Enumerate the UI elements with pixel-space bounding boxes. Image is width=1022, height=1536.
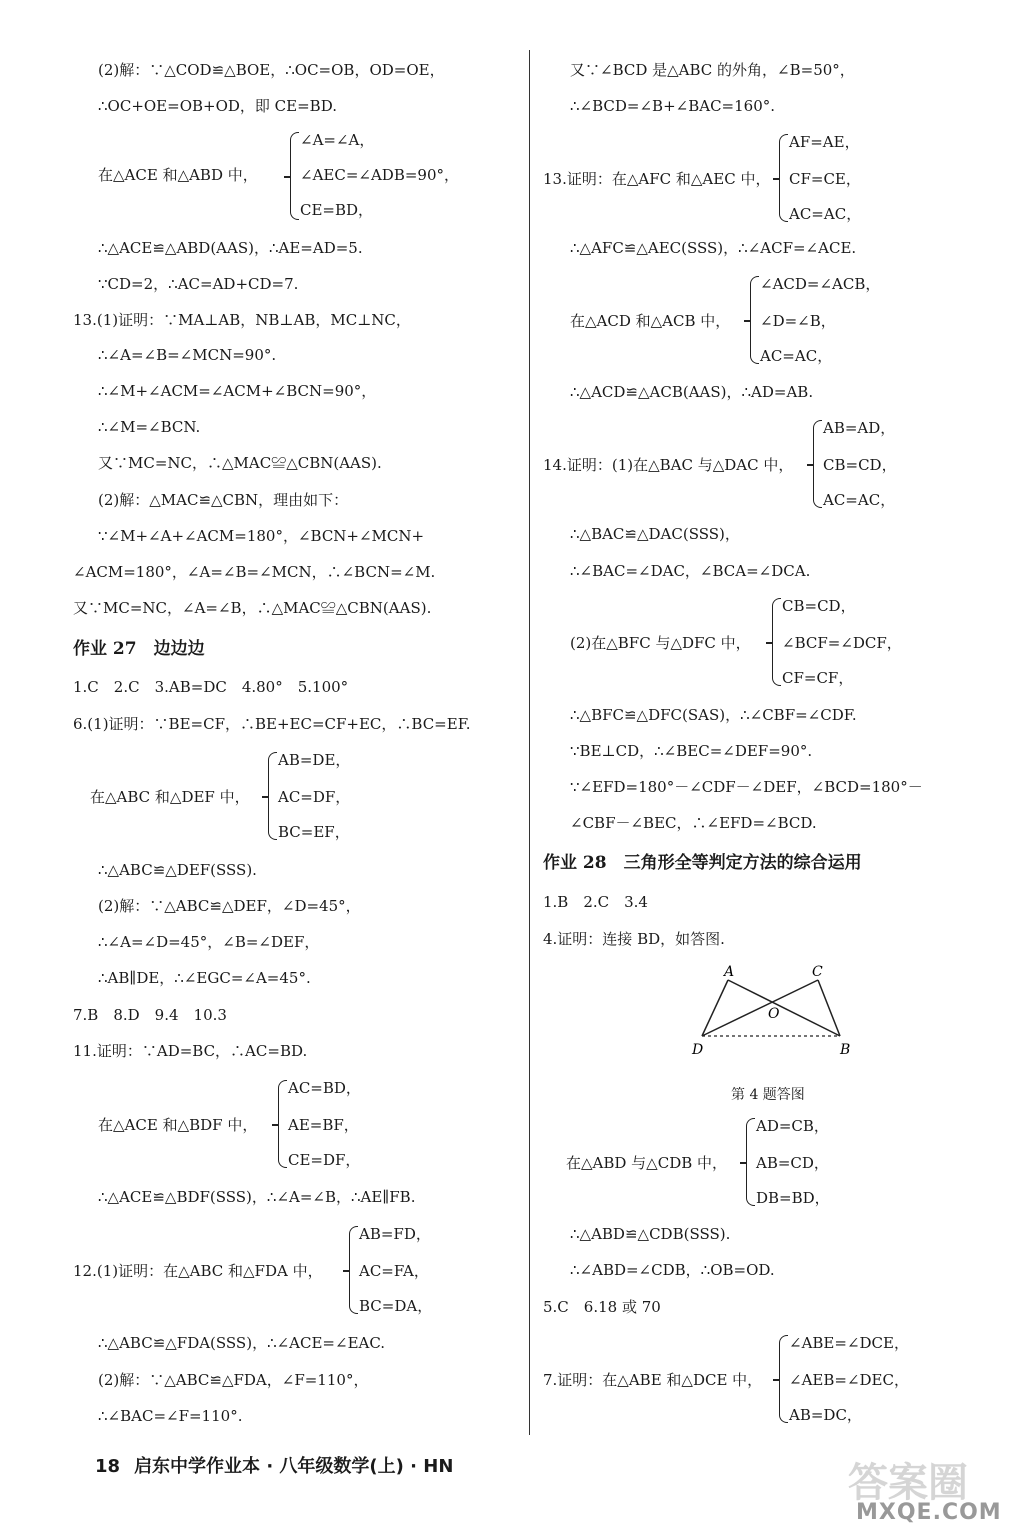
book-title: 启东中学作业本 · 八年级数学(上) · HN [134, 1456, 454, 1477]
text-line: ∴△BFC≌△DFC(SAS)，∴∠CBF=∠CDF. [570, 706, 857, 724]
equation: AE=BF， [288, 1116, 359, 1134]
label-C: C [812, 964, 823, 980]
equation: AC=AC， [760, 347, 833, 365]
brace [750, 276, 759, 364]
text-line: 1.B 2.C 3.4 [543, 893, 648, 911]
geometry-figure [688, 962, 868, 1062]
equation: AC=AC， [789, 205, 862, 223]
section-heading: 作业 28 三角形全等判定方法的综合运用 [543, 853, 862, 873]
text-line: ∵BE⊥CD，∴∠BEC=∠DEF=90°. [570, 742, 813, 760]
text-line: (2)解：△MAC≌△CBN，理由如下： [98, 491, 349, 509]
text-line: ∴△ABC≌△DEF(SSS). [98, 861, 257, 879]
brace [278, 1080, 287, 1168]
equation: CF=CF， [782, 669, 854, 687]
equation: AB=DE， [278, 751, 351, 769]
text-line: ∴AB∥DE，∴∠EGC=∠A=45°. [98, 969, 311, 987]
equation: ∠A=∠A， [300, 131, 375, 149]
equation: AC=BD， [288, 1079, 361, 1097]
text-line: ∴△ACE≌△BDF(SSS)，∴∠A=∠B，∴AE∥FB. [98, 1188, 416, 1206]
text-line: 7.B 8.D 9.4 10.3 [73, 1006, 227, 1024]
system-lead: 在△ABD 与△CDB 中， [566, 1154, 728, 1172]
text-line: ∠ACM=180°，∠A=∠B=∠MCN，∴∠BCN=∠M. [73, 563, 436, 581]
label-B: B [840, 1042, 851, 1058]
watermark-url: MXQE.COM [856, 1500, 1002, 1525]
equation: ∠ACD=∠ACB， [760, 275, 881, 293]
equation: BC=DA， [359, 1297, 433, 1315]
text-line: ∴∠BAC=∠F=110°. [98, 1407, 243, 1425]
equation: ∠AEC=∠ADB=90°， [300, 166, 460, 184]
brace [746, 1118, 755, 1206]
section-heading: 作业 27 边边边 [73, 639, 205, 659]
text-line: 11.证明：∵AD=BC，∴AC=BD. [73, 1042, 308, 1060]
page-footer [95, 1452, 453, 1478]
text-line: 1.C 2.C 3.AB=DC 4.80° 5.100° [73, 678, 349, 696]
text-line: ∴∠ABD=∠CDB，∴OB=OD. [570, 1261, 775, 1279]
text-line: ∴∠M+∠ACM=∠ACM+∠BCN=90°， [98, 382, 377, 400]
equation: BC=EF， [278, 823, 350, 841]
system-lead: 在△ACE 和△BDF 中， [98, 1116, 258, 1134]
equation: AF=AE， [789, 133, 860, 151]
text-line: ∴△ACD≌△ACB(AAS)，∴AD=AB. [570, 383, 814, 401]
page-number: 18 [95, 1456, 121, 1477]
text-line: ∠CBF－∠BEC，∴∠EFD=∠BCD. [570, 814, 817, 832]
text-line: ∴∠BAC=∠DAC，∠BCA=∠DCA. [570, 562, 811, 580]
segment-CD [702, 980, 818, 1036]
text-line: 又∵MC=NC，∴△MAC≌△CBN(AAS). [98, 454, 382, 472]
text-line: ∴△ACE≌△ABD(AAS)，∴AE=AD=5. [98, 239, 363, 257]
brace [290, 132, 299, 220]
text-line: 4.证明：连接 BD，如答图. [543, 930, 725, 948]
brace [813, 420, 822, 508]
equation: DB=BD， [756, 1189, 830, 1207]
text-line: (2)解：∵△COD≌△BOE，∴OC=OB，OD=OE， [98, 61, 445, 79]
system-lead: 在△ACD 和△ACB 中， [570, 312, 731, 330]
system-lead: (2)在△BFC 与△DFC 中， [570, 634, 751, 652]
text-line: ∵CD=2，∴AC=AD+CD=7. [98, 275, 299, 293]
system-lead: 7.证明：在△ABE 和△DCE 中， [543, 1371, 763, 1389]
equation: ∠D=∠B， [760, 312, 836, 330]
equation: CE=BD， [300, 201, 374, 219]
equation: ∠BCF=∠DCF， [782, 634, 902, 652]
text-line: ∴∠A=∠B=∠MCN=90°. [98, 346, 277, 364]
text-line: ∴△ABC≌△FDA(SSS)，∴∠ACE=∠EAC. [98, 1334, 386, 1352]
text-line: ∴△ABD≌△CDB(SSS). [570, 1225, 731, 1243]
system-lead: 在△ABC 和△DEF 中， [90, 788, 250, 806]
equation: AB=DC， [789, 1406, 862, 1424]
brace [779, 134, 788, 222]
equation: AC=FA， [359, 1262, 429, 1280]
equation: AD=CB， [756, 1117, 829, 1135]
text-line: 5.C 6.18 或 70 [543, 1298, 661, 1316]
brace [349, 1226, 358, 1314]
equation: CB=CD， [823, 456, 897, 474]
brace [772, 598, 781, 686]
brace [779, 1335, 788, 1423]
segment-AB [728, 980, 840, 1036]
equation: AB=AD， [823, 419, 896, 437]
equation: ∠AEB=∠DEC， [789, 1371, 909, 1389]
label-D: D [692, 1042, 704, 1058]
equation: ∠ABE=∠DCE， [789, 1334, 909, 1352]
text-line: ∴∠BCD=∠B+∠BAC=160°. [570, 97, 776, 115]
text-line: ∴△BAC≌△DAC(SSS)， [570, 525, 740, 543]
text-line: 6.(1)证明：∵BE=CF，∴BE+EC=CF+EC，∴BC=EF. [73, 715, 471, 733]
segment-CB [818, 980, 840, 1036]
equation: AC=DF， [278, 788, 351, 806]
equation: AB=CD， [756, 1154, 829, 1172]
system-lead: 14.证明：(1)在△BAC 与△DAC 中， [543, 456, 794, 474]
label-A: A [724, 964, 735, 980]
text-line: (2)解：∵△ABC≌△FDA，∠F=110°， [98, 1371, 369, 1389]
text-line: 13.(1)证明：∵MA⊥AB，NB⊥AB，MC⊥NC， [73, 311, 411, 329]
system-lead: 12.(1)证明：在△ABC 和△FDA 中， [73, 1262, 323, 1280]
text-line: ∴△AFC≌△AEC(SSS)，∴∠ACF=∠ACE. [570, 239, 857, 257]
equation: CF=CE， [789, 170, 861, 188]
text-line: 又∵MC=NC，∠A=∠B，∴△MAC≌△CBN(AAS). [73, 599, 432, 617]
brace [268, 752, 277, 840]
text-line: ∴∠A=∠D=45°，∠B=∠DEF， [98, 933, 320, 951]
equation: AC=AC， [823, 491, 896, 509]
text-line: 又∵∠BCD 是△ABC 的外角，∠B=50°， [570, 61, 855, 79]
figure-caption: 第 4 题答图 [731, 1087, 805, 1103]
equation: CB=CD， [782, 597, 856, 615]
text-line: ∴OC+OE=OB+OD，即 CE=BD. [98, 97, 337, 115]
segment-AD [702, 980, 728, 1036]
equation: CE=DF， [288, 1151, 361, 1169]
equation: AB=FD， [359, 1225, 431, 1243]
system-lead: 在△ACE 和△ABD 中， [98, 166, 258, 184]
text-line: ∵∠EFD=180°－∠CDF－∠DEF，∠BCD=180°－ [570, 778, 923, 796]
system-lead: 13.证明：在△AFC 和△AEC 中， [543, 170, 771, 188]
watermark-title: 答案圈 [848, 1460, 968, 1506]
label-O: O [768, 1006, 780, 1022]
text-line: ∴∠M=∠BCN. [98, 418, 201, 436]
text-line: ∵∠M+∠A+∠ACM=180°，∠BCN+∠MCN+ [98, 527, 425, 545]
column-divider [529, 50, 530, 1435]
text-line: (2)解：∵△ABC≌△DEF，∠D=45°， [98, 897, 361, 915]
